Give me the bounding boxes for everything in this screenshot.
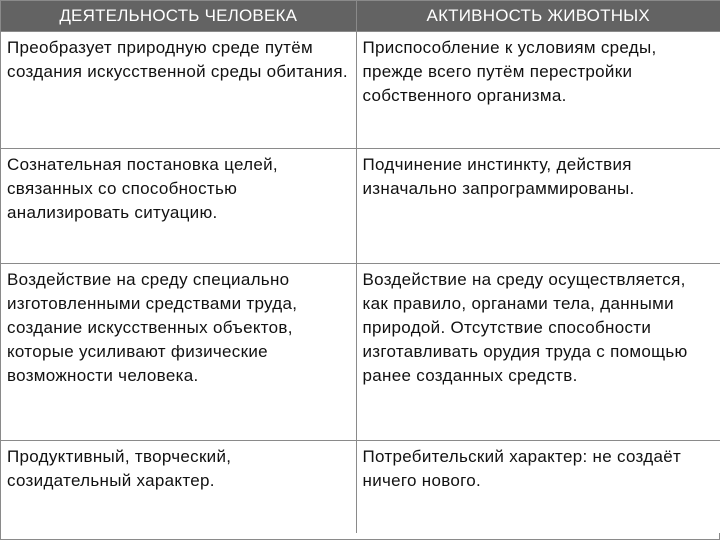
table-cell-animal: Подчинение инстинкту, действия изначально запрограммированы. — [356, 149, 720, 264]
table-row — [1, 32, 720, 149]
table-cell-human: Продуктивный, творческий, созидательный характер. — [1, 441, 356, 534]
table-row — [1, 149, 720, 264]
comparison-table — [1, 1, 720, 533]
table-row — [1, 441, 720, 534]
table-cell-human: Сознательная постановка целей, связанных со способностью анализировать ситуацию. — [1, 149, 356, 264]
column-header-animal-activity: АКТИВНОСТЬ ЖИВОТНЫХ — [356, 1, 720, 32]
table-cell-human: Преобразует природную среде путём создания искусственной среды обитания. — [1, 32, 356, 149]
table-header-row — [1, 1, 720, 32]
table-cell-animal: Воздействие на среду осуществляется, как правило, органами тела, данными природой. Отсутствие способности изготавливать орудия труда с помощью ранее созданных средств. — [356, 264, 720, 441]
table-cell-human: Воздействие на среду специально изготовленными средствами труда, создание искусственных объектов, которые усиливают физические возможности человека. — [1, 264, 356, 441]
table-row — [1, 264, 720, 441]
table-cell-animal: Потребительский характер: не создаёт ничего нового. — [356, 441, 720, 534]
column-header-human-activity: ДЕЯТЕЛЬНОСТЬ ЧЕЛОВЕКА — [1, 1, 356, 32]
table-cell-animal: Приспособление к условиям среды, прежде всего путём перестройки собственного организма. — [356, 32, 720, 149]
